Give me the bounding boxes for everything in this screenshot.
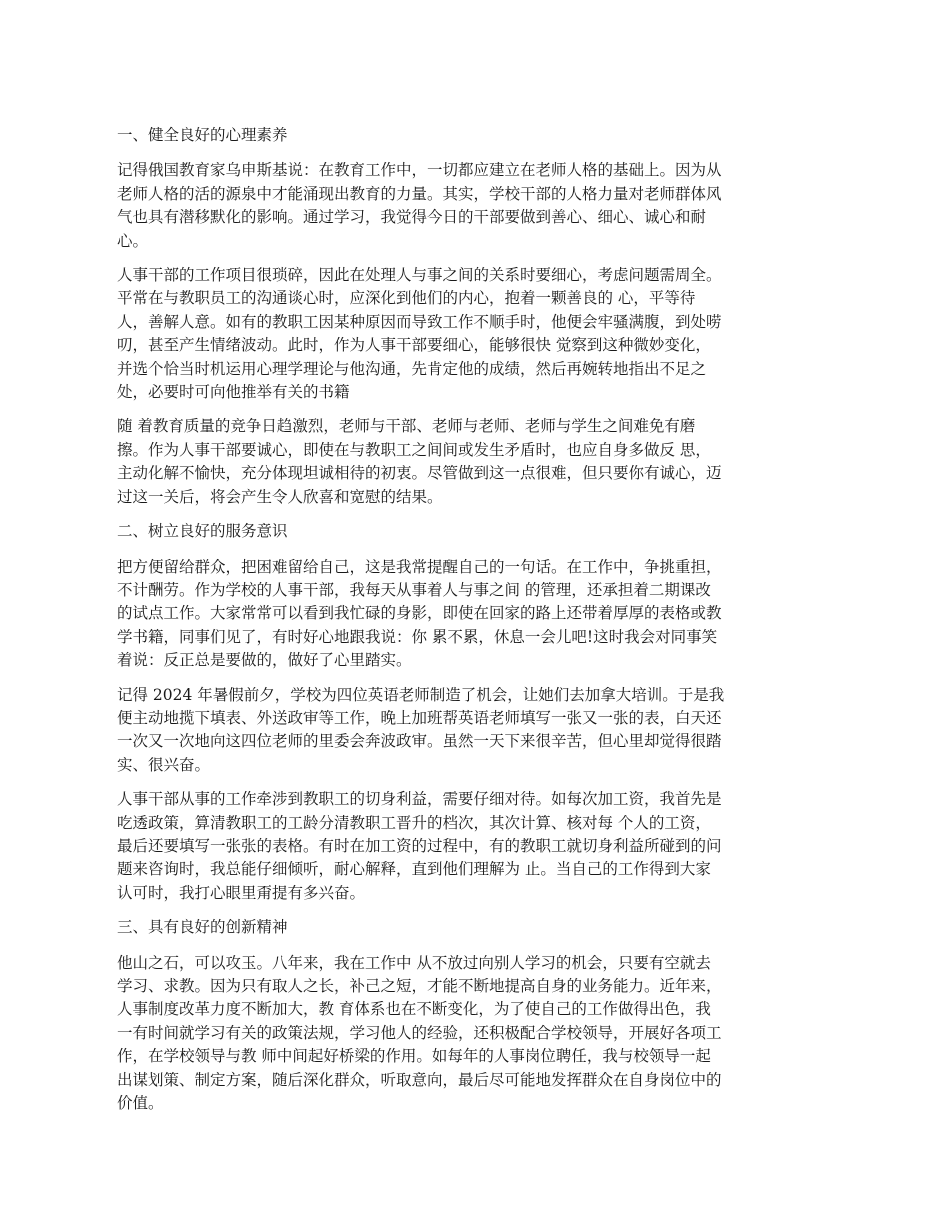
text-line: 作，在学校领导与教 师中间起好桥梁的作用。如每年的人事岗位聘任，我与校领导一起 (117, 1047, 711, 1066)
text-line: 出谋划策、制定方案，随后深化群众，听取意向，最后尽可能地发挥群众在自身岗位中的 (117, 1070, 722, 1089)
text-line: 的试点工作。大家常常可以看到我忙碌的身影，即使在回家的路上还带着厚厚的表格或教 (117, 604, 722, 623)
text-line: 人事干部的工作项目很琐碎，因此在处理人与事之间的关系时要细心，考虑问题需周全。 (117, 266, 722, 285)
text-line: 一次又一次地向这四位老师的里委会奔波政审。虽然一天下来很辛苦，但心里却觉得很踏 (117, 732, 722, 751)
text-line: 随 着教育质量的竞争日趋激烈，老师与干部、老师与老师、老师与学生之间难免有磨 (117, 417, 696, 436)
paragraph-3 (117, 415, 839, 509)
section-heading-3 (117, 916, 839, 939)
text-line: 二、树立良好的服务意识 (117, 522, 288, 541)
text-line: 处，必要时可向他推举有关的书籍 (117, 383, 350, 402)
paragraph-7 (117, 952, 839, 1116)
text-line: 过这一关后，将会产生令人欣喜和宽慰的结果。 (117, 487, 443, 506)
text-line: 一有时间就学习有关的政策法规，学习他人的经验，还积极配合学校领导，开展好各项工 (117, 1023, 722, 1042)
text-line: 人事制度改革力度不断加大，教 育体系也在不断变化，为了使自己的工作做得出色，我 (117, 1000, 711, 1019)
section-heading-2 (117, 520, 839, 543)
paragraph-1 (117, 159, 839, 253)
section-heading-1 (117, 124, 839, 147)
text-line: 人，善解人意。如有的教职工因某种原因而导致工作不顺手时，他便会牢骚满腹，到处唠 (117, 312, 722, 331)
text-line: 认可时，我打心眼里甭提有多兴奋。 (117, 883, 366, 902)
text-line: 记得 2024 年暑假前夕，学校为四位英语老师制造了机会，让她们去加拿大培训。于是我 (117, 685, 725, 704)
text-line: 人事干部从事的工作牵涉到教职工的切身利益，需要仔细对待。如每次加工资，我首先是 (117, 790, 722, 809)
text-line: 擦。作为人事干部要诚心，即使在与教职工之间间或发生矛盾时，也应自身多做反 思， (117, 440, 711, 459)
text-line: 主动化解不愉快，充分体现坦诚相待的初衷。尽管做到这一点很难，但只要你有诚心，迈 (117, 464, 722, 483)
text-line: 最后还要填写一张张的表格。有时在加工资的过程中，有的教职工就切身利益所碰到的问 (117, 836, 722, 855)
text-line: 吃透政策，算清教职工的工龄分清教职工晋升的档次，其次计算、核对每 个人的工资， (117, 813, 711, 832)
text-line: 价值。 (117, 1094, 164, 1113)
paragraph-5 (117, 684, 839, 778)
text-line: 题来咨询时，我总能仔细倾听，耐心解释，直到他们理解为 止。当自己的工作得到大家 (117, 860, 711, 879)
text-line: 并选个恰当时机运用心理学理论与他沟通，先肯定他的成绩，然后再婉转地指出不足之 (117, 359, 707, 378)
text-line: 他山之石，可以攻玉。八年来，我在工作中 从不放过向别人学习的机会，只要有空就去 (117, 953, 711, 972)
text-line: 叨，甚至产生情绪波动。此时，作为人事干部要细心，能够很快 觉察到这种微妙变化， (117, 336, 711, 355)
text-line: 心。 (117, 231, 149, 250)
text-line: 学书籍，同事们见了，有时好心地跟我说：你 累不累，休息一会儿吧!这时我会对同事笑 (117, 627, 718, 646)
text-line: 一、健全良好的心理素养 (117, 126, 288, 144)
text-line: 学习、求教。因为只有取人之长，补己之短，才能不断地提高自身的业务能力。近年来， (117, 977, 722, 995)
text-line: 着说：反正总是要做的，做好了心里踏实。 (117, 651, 412, 670)
text-line: 老师人格的活的源泉中才能涌现出教育的力量。其实，学校干部的人格力量对老师群体风 (117, 184, 722, 203)
text-line: 三、具有良好的创新精神 (117, 918, 288, 937)
paragraph-4 (117, 556, 839, 673)
paragraph-2 (117, 264, 839, 404)
text-line: 实、很兴奋。 (117, 755, 211, 774)
paragraph-6 (117, 788, 839, 905)
text-line: 记得俄国教育家乌申斯基说：在教育工作中，一切都应建立在老师人格的基础上。因为从 (117, 161, 722, 180)
text-line: 不计酬劳。作为学校的人事干部，我每天从事着人与事之间 的管理，还承担着二期课改 (117, 580, 711, 599)
text-line: 把方便留给群众，把困难留给自己，这是我常提醒自己的一句话。在工作中，争挑重担， (117, 557, 722, 576)
text-line: 平常在与教职员工的沟通谈心时，应深化到他们的内心，抱着一颗善良的 心，平等待 (117, 289, 696, 308)
document-body (117, 124, 839, 1126)
text-line: 便主动地揽下填表、外送政审等工作，晚上加班帮英语老师填写一张又一张的表，白天还 (117, 708, 722, 727)
text-line: 气也具有潜移默化的影响。通过学习，我觉得今日的干部要做到善心、细心、诚心和耐 (117, 208, 707, 227)
